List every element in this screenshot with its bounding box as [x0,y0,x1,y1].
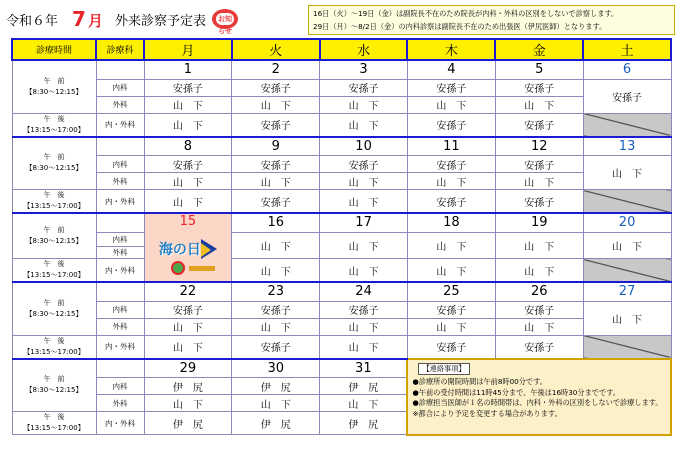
dept-label-naika: 内科 [96,79,144,96]
doctor-cell: 安孫子 [495,156,583,173]
week-1-naika-row [12,79,671,96]
doctor-cell: 山 下 [232,173,320,190]
date-cell: 3 [320,60,408,79]
doctor-cell: 山 下 [495,173,583,190]
date-cell: 16 [232,213,320,232]
doctor-cell: 山 下 [495,318,583,335]
am-time-label: 午 前 【8:30～12:15】 [12,282,96,335]
doctor-cell-saturday: 山 下 [583,301,671,335]
doctor-cell: 山 下 [320,173,408,190]
doctor-cell: 山 下 [144,173,232,190]
doctor-cell: 安孫子 [232,301,320,318]
doctor-cell: 安孫子 [495,301,583,318]
closed-cell [583,259,671,283]
doctor-cell: 山 下 [320,190,408,214]
doctor-cell: 山 下 [144,395,232,412]
stamp-text: お知らせ [217,15,232,35]
pm-time-label: 午 後 【13:15～17:00】 [12,190,96,214]
doctor-cell: 安孫子 [407,301,495,318]
dept-label-naigeka: 内・外科 [96,190,144,214]
week-2-geka-row [12,173,671,190]
week-2-pm-row [12,190,671,214]
week-1-geka-row [12,96,671,113]
doctor-cell: 山 下 [144,318,232,335]
dept-label-naigeka: 内・外科 [96,259,144,283]
doctor-cell: 山 下 [144,96,232,113]
date-cell: 12 [495,137,583,156]
date-cell: 17 [320,213,408,232]
doctor-cell: 山 下 [144,335,232,359]
date-cell: 10 [320,137,408,156]
doctor-cell: 安孫子 [495,335,583,359]
doctor-cell: 山 下 [320,232,408,259]
col-header-time: 診療時間 [12,39,96,60]
col-header-dept: 診療科 [96,39,144,60]
week-4-geka-row [12,318,671,335]
dept-label-naigeka: 内・外科 [96,113,144,137]
dept-label-geka: 外科 [96,395,144,412]
notes-item: ●診療担当医師が１名の時間帯は、内科・外科の区別をしないで診療します。 [412,398,663,408]
doctor-cell: 安孫子 [407,156,495,173]
date-cell: 2 [232,60,320,79]
week-1-pm-row [12,113,671,137]
doctor-cell: 山 下 [407,173,495,190]
doctor-cell-saturday: 山 下 [583,232,671,259]
col-header-thu: 木 [407,39,495,60]
doctor-cell: 安孫子 [407,190,495,214]
notes-item: ●午前の受付時間は11時45分まで、午後は16時30分までです。 [412,387,620,397]
date-cell: 19 [495,213,583,232]
doctor-cell: 山 下 [407,318,495,335]
doctor-cell: 山 下 [232,259,320,283]
week-2-naika-row [12,156,671,173]
doctor-cell: 安孫子 [495,79,583,96]
holiday-name: 海の日 [158,242,201,258]
pm-time-label: 午 後 【13:15～17:00】 [12,259,96,283]
doctor-cell: 山 下 [320,335,408,359]
doctor-cell: 安孫子 [232,190,320,214]
page-title: 外来診察予定表 [114,13,206,29]
dept-label-geka: 外科 [96,96,144,113]
closed-cell [583,190,671,214]
doctor-cell: 安孫子 [232,79,320,96]
doctor-cell: 山 下 [144,190,232,214]
doctor-cell: 伊 尻 [320,412,408,435]
schedule-table [11,38,672,436]
notes-item: ※都合により予定を変更する場合があります。 [412,408,562,418]
week-4-naika-row [12,301,671,318]
date-cell: 24 [320,282,408,301]
notice-line-2: 29日（月）～8/2日（金）の内科診察は副院長不在のため出張医（伊尻医師）となります。 [313,22,607,31]
date-cell: 29 [144,359,232,378]
doctor-cell: 山 下 [495,259,583,283]
doctor-cell: 安孫子 [407,335,495,359]
dept-label-naika: 内科 [96,156,144,173]
doctor-cell: 山 下 [232,96,320,113]
doctor-cell: 山 下 [144,113,232,137]
holiday-date: 15 [179,214,197,229]
notice-stamp-icon [210,9,240,35]
date-cell: 8 [144,137,232,156]
doctor-cell: 安孫子 [407,113,495,137]
week-3-date-row [12,213,671,232]
doctor-cell: 山 下 [320,395,408,412]
date-cell: 9 [232,137,320,156]
doctor-cell: 山 下 [320,259,408,283]
doctor-cell: 安孫子 [144,301,232,318]
doctor-cell: 山 下 [407,96,495,113]
dept-label-naika: 内科 [96,232,144,247]
date-cell-saturday: 6 [583,60,671,79]
notice-line-1: 16日（火）～19日（金）は副院長不在のため院長が内科・外科の区別をしないで診察します。 [313,9,619,18]
dept-label-geka: 外科 [96,318,144,335]
doctor-cell: 山 下 [232,318,320,335]
doctor-cell: 伊 尻 [320,378,408,395]
col-header-tue: 火 [232,39,320,60]
dept-label-geka: 外科 [96,247,144,259]
doctor-cell: 山 下 [320,96,408,113]
doctor-cell: 山 下 [495,232,583,259]
month-number: 7 [72,7,88,31]
doctor-cell: 安孫子 [144,79,232,96]
doctor-cell: 山 下 [232,232,320,259]
date-cell: 4 [407,60,495,79]
doctor-cell: 安孫子 [320,156,408,173]
doctor-cell: 伊 尻 [144,412,232,435]
doctor-cell: 伊 尻 [144,378,232,395]
doctor-cell: 伊 尻 [232,412,320,435]
doctor-cell: 安孫子 [495,190,583,214]
page-header [6,5,240,33]
notes-heading: 【連絡事項】 [418,363,469,376]
closed-cell [583,113,671,137]
doctor-cell: 安孫子 [232,113,320,137]
pm-time-label: 午 後 【13:15～17:00】 [12,412,96,435]
week-4-date-row [12,282,671,301]
week-3-naika-row [12,232,671,247]
doctor-cell: 山 下 [407,259,495,283]
doctor-cell: 安孫子 [407,79,495,96]
doctor-cell: 安孫子 [232,335,320,359]
date-cell: 18 [407,213,495,232]
date-cell: 23 [232,282,320,301]
am-time-label: 午 前 【8:30～12:15】 [12,359,96,412]
date-cell-saturday: 20 [583,213,671,232]
dept-label-naigeka: 内・外科 [96,412,144,435]
date-cell: 5 [495,60,583,79]
doctor-cell: 安孫子 [232,156,320,173]
week-1-date-row [12,60,671,79]
doctor-cell: 安孫子 [320,301,408,318]
closed-cell [583,335,671,359]
holiday-cell [144,213,232,282]
doctor-cell: 山 下 [407,232,495,259]
week-4-pm-row [12,335,671,359]
date-cell: 25 [407,282,495,301]
doctor-cell: 山 下 [495,96,583,113]
dept-label-geka: 外科 [96,173,144,190]
doctor-cell: 山 下 [232,395,320,412]
doctor-cell: 安孫子 [144,156,232,173]
notes-item: ●診療所の開院時間は午前8時00分です。 [412,377,547,387]
holiday-illustration-icon [157,233,219,277]
notice-box [308,5,675,35]
am-time-label: 午 前 【8:30～12:15】 [12,213,96,259]
week-2-date-row [12,137,671,156]
week-3-pm-row [12,259,671,283]
date-cell-saturday: 27 [583,282,671,301]
week-5-date-row [12,359,671,378]
pm-time-label: 午 後 【13:15～17:00】 [12,335,96,359]
doctor-cell: 安孫子 [320,79,408,96]
doctor-cell: 安孫子 [495,113,583,137]
pm-time-label: 午 後 【13:15～17:00】 [12,113,96,137]
doctor-cell-saturday: 山 下 [583,156,671,190]
era-label: 令和６年 [6,13,59,29]
doctor-cell: 伊 尻 [232,378,320,395]
col-header-wed: 水 [320,39,408,60]
dept-label-naigeka: 内・外科 [96,335,144,359]
notes-box [407,359,671,435]
date-cell: 30 [232,359,320,378]
date-cell-saturday: 13 [583,137,671,156]
col-header-fri: 金 [495,39,583,60]
doctor-cell: 山 下 [320,113,408,137]
am-time-label: 午 前 【8:30～12:15】 [12,137,96,190]
date-cell: 1 [144,60,232,79]
doctor-cell-saturday: 安孫子 [583,79,671,113]
date-cell: 26 [495,282,583,301]
dept-label-naika: 内科 [96,378,144,395]
date-cell: 31 [320,359,408,378]
dept-label-naika: 内科 [96,301,144,318]
month-kanji: 月 [87,12,105,30]
date-cell: 22 [144,282,232,301]
month-label [72,7,105,31]
doctor-cell: 山 下 [320,318,408,335]
col-header-mon: 月 [144,39,232,60]
am-time-label: 午 前 【8:30～12:15】 [12,60,96,113]
col-header-sat: 土 [583,39,671,60]
date-cell: 11 [407,137,495,156]
